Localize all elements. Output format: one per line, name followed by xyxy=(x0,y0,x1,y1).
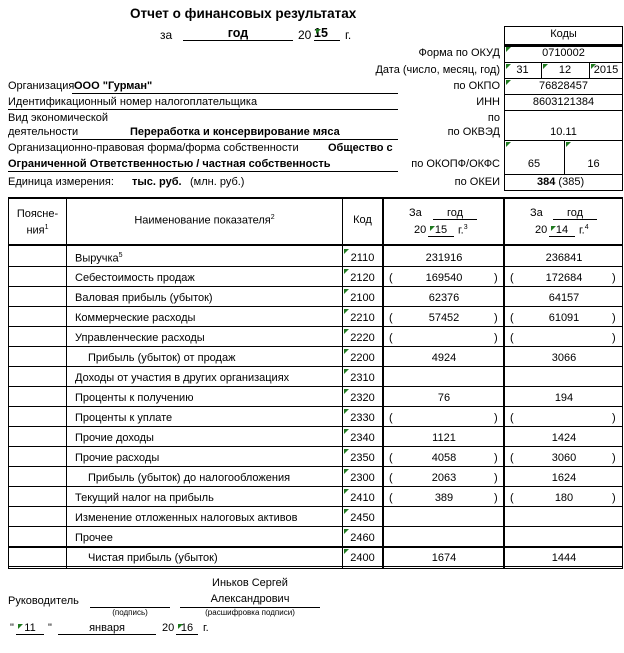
cell-marker-icon xyxy=(591,64,596,69)
okpo-label: по ОКПО xyxy=(453,80,500,92)
row-name xyxy=(75,412,172,424)
divider xyxy=(8,244,623,246)
row-name xyxy=(75,492,214,504)
paren-close: ) xyxy=(494,452,498,464)
unit-value: тыс. руб. xyxy=(132,176,182,188)
okud-value: 0710002 xyxy=(542,47,585,59)
year-unit: г. xyxy=(345,28,352,42)
row-name-label: Валовая прибыль (убыток) xyxy=(75,292,213,304)
cell-marker-icon xyxy=(18,624,23,629)
okei-code: 384 xyxy=(537,176,556,188)
date-day: 31 xyxy=(516,64,529,76)
paren-open: ( xyxy=(389,472,393,484)
row-name xyxy=(75,512,297,524)
paren-close: ) xyxy=(612,312,616,324)
date-month: 12 xyxy=(558,64,572,76)
paren-open: ( xyxy=(510,332,514,344)
year-prefix: 20 xyxy=(298,28,312,42)
row-value-current: 1121 xyxy=(432,432,456,444)
col-prev-g xyxy=(579,224,589,237)
row-name-label: Прибыль (убыток) до налогообложения xyxy=(88,472,291,484)
paren-close: ) xyxy=(494,312,498,324)
cell-marker-icon xyxy=(566,142,571,147)
row-code: 2310 xyxy=(350,372,375,384)
row-code: 2330 xyxy=(350,412,375,424)
table-row xyxy=(8,347,622,367)
row-code: 2300 xyxy=(350,472,375,484)
sign-year-prefix: 20 xyxy=(162,622,175,634)
row-value-current: 2063 xyxy=(431,472,457,484)
legal-form-value-2: Ограниченной Ответственностью / частная собственность xyxy=(8,158,331,170)
period-word: год xyxy=(183,26,293,41)
row-name xyxy=(88,472,290,484)
row-name xyxy=(75,372,289,384)
row-name-label: Доходы от участия в других организациях xyxy=(75,372,290,384)
paren-close: ) xyxy=(494,272,498,284)
row-name-label: Выручка xyxy=(75,252,119,265)
paren-open: ( xyxy=(389,452,393,464)
col-cur-g-label: г. xyxy=(458,224,464,237)
row-value-previous: 3060 xyxy=(551,452,577,464)
codes-label: Коды xyxy=(550,28,577,40)
paren-open: ( xyxy=(389,312,393,324)
col-name-sup: 2 xyxy=(270,214,275,221)
row-value-previous: 1444 xyxy=(551,552,577,564)
row-value-previous: 1624 xyxy=(551,472,577,484)
sign-day: 11 xyxy=(16,622,44,635)
unit-label: Единица измерения: xyxy=(8,176,114,188)
activity-label-1: Вид экономической xyxy=(8,112,109,124)
activity-label-2: деятельности xyxy=(8,126,79,138)
row-code: 2220 xyxy=(350,332,375,344)
col-prev-year: 14 xyxy=(549,224,575,237)
head-label: Руководитель xyxy=(8,595,79,607)
name-caption: (расшифровка подписи) xyxy=(205,608,295,617)
cell-marker-icon xyxy=(506,47,511,52)
row-name xyxy=(75,312,195,324)
row-name-label: Прочие доходы xyxy=(75,432,154,444)
col-prev-god: год xyxy=(553,207,597,220)
cell-marker-icon xyxy=(506,142,511,147)
paren-close: ) xyxy=(494,492,498,504)
sign-year-suffix: 16 xyxy=(176,622,198,635)
divider xyxy=(72,139,398,140)
okei-extra: (385) xyxy=(558,176,585,188)
row-code: 2460 xyxy=(350,532,375,544)
inn-code-label: ИНН xyxy=(476,96,500,108)
col-cur-g xyxy=(458,224,468,237)
row-name-label: Управленческие расходы xyxy=(75,332,205,344)
row-value-previous: 64157 xyxy=(548,292,580,304)
row-value-previous: 180 xyxy=(554,492,574,504)
table-row xyxy=(8,447,622,467)
col-name-label: Наименование показателя xyxy=(134,214,271,227)
divider xyxy=(8,171,398,172)
row-name-label: Изменение отложенных налоговых активов xyxy=(75,512,298,524)
paren-open: ( xyxy=(510,272,514,284)
paren-open: ( xyxy=(389,332,393,344)
row-code: 2320 xyxy=(350,392,375,404)
org-name: ООО "Гурман" xyxy=(74,80,153,92)
row-code: 2120 xyxy=(350,272,375,284)
date-label: Дата (число, месяц, год) xyxy=(375,64,500,76)
col-prev-g-label: г. xyxy=(579,224,585,237)
col-notes-sup: 1 xyxy=(44,224,49,231)
date-quote-close: " xyxy=(48,622,52,634)
cell-marker-icon xyxy=(506,64,511,69)
row-value-current: 4058 xyxy=(431,452,457,464)
row-name xyxy=(88,552,218,564)
okved-label: по ОКВЭД xyxy=(447,126,500,138)
row-value-previous: 236841 xyxy=(545,252,583,264)
row-value-current: 57452 xyxy=(428,312,460,324)
row-name-label: Проценты к получению xyxy=(75,392,194,404)
row-name-label: Прочее xyxy=(75,532,113,544)
paren-close: ) xyxy=(494,332,498,344)
cell-marker-icon xyxy=(316,29,321,34)
row-code: 2100 xyxy=(350,292,375,304)
paren-close: ) xyxy=(494,472,498,484)
divider xyxy=(72,93,398,94)
cell-marker-icon xyxy=(178,624,183,629)
date-year: 2015 xyxy=(593,64,619,76)
legal-form-value-1: Общество с xyxy=(328,142,393,154)
divider xyxy=(504,94,623,95)
head-name-2: Александрович xyxy=(210,593,290,605)
col-cur-sup: 3 xyxy=(463,224,468,231)
okved-value: 10.11 xyxy=(550,126,577,138)
table-row xyxy=(8,507,622,527)
table-row xyxy=(8,327,622,347)
row-code: 2400 xyxy=(350,552,375,564)
row-code: 2200 xyxy=(350,352,375,364)
okopf-label: по ОКОПФ/ОКФС xyxy=(411,158,500,170)
paren-close: ) xyxy=(494,412,498,424)
col-notes-label: Поясне-ния xyxy=(16,208,59,237)
row-name xyxy=(75,292,213,304)
period-prefix: за xyxy=(160,28,173,42)
row-value-current: 4924 xyxy=(431,352,457,364)
sign-year-unit: г. xyxy=(203,622,209,634)
row-value-previous: 1424 xyxy=(551,432,577,444)
row-code: 2110 xyxy=(350,252,375,264)
paren-open: ( xyxy=(510,412,514,424)
activity-po: по xyxy=(487,112,500,124)
okud-label: Форма по ОКУД xyxy=(418,47,500,59)
cell-marker-icon xyxy=(551,226,556,231)
paren-open: ( xyxy=(510,452,514,464)
row-value-current: 389 xyxy=(434,492,454,504)
row-name-label: Проценты к уплате xyxy=(75,412,173,424)
col-prev-20: 20 xyxy=(535,224,548,236)
org-label: Организация xyxy=(8,80,75,92)
col-cur-year: 15 xyxy=(428,224,454,237)
table-row xyxy=(8,547,622,567)
row-name xyxy=(75,452,159,464)
row-name-sup: 5 xyxy=(118,252,123,259)
row-name xyxy=(75,532,113,544)
row-value-current: 169540 xyxy=(425,272,463,284)
row-name xyxy=(75,272,195,284)
table-row xyxy=(8,287,622,307)
okopf-value: 65 xyxy=(527,158,541,170)
sign-month: января xyxy=(58,622,156,635)
divider xyxy=(504,62,623,63)
row-name xyxy=(88,352,235,364)
table-row xyxy=(8,367,622,387)
row-name-label: Себестоимость продаж xyxy=(75,272,195,284)
unit-extra: (млн. руб.) xyxy=(190,176,245,188)
row-name-label: Коммерческие расходы xyxy=(75,312,196,324)
row-name-label: Текущий налог на прибыль xyxy=(75,492,214,504)
row-name xyxy=(75,432,154,444)
table-row xyxy=(8,407,622,427)
table-row xyxy=(8,427,622,447)
legal-form-label: Организационно-правовая форма/форма собственности xyxy=(8,142,299,154)
row-value-current: 1674 xyxy=(431,552,457,564)
okfs-value: 16 xyxy=(587,158,600,170)
okei-label: по ОКЕИ xyxy=(454,176,500,188)
col-name xyxy=(67,214,342,227)
paren-open: ( xyxy=(510,312,514,324)
inn-value: 8603121384 xyxy=(532,96,595,108)
row-name xyxy=(75,252,123,265)
row-name xyxy=(75,392,193,404)
paren-close: ) xyxy=(612,492,616,504)
cell-marker-icon xyxy=(543,64,548,69)
divider xyxy=(504,78,623,79)
table-row xyxy=(8,467,622,487)
table-row xyxy=(8,487,622,507)
divider xyxy=(8,109,398,110)
paren-open: ( xyxy=(389,272,393,284)
row-name-label: Прибыль (убыток) от продаж xyxy=(88,352,236,364)
row-value-previous: 194 xyxy=(554,392,574,404)
paren-close: ) xyxy=(612,452,616,464)
table-row xyxy=(8,527,622,547)
cell-marker-icon xyxy=(506,80,511,85)
table-row xyxy=(8,247,622,267)
cell-marker-icon xyxy=(430,226,435,231)
row-value-current: 62376 xyxy=(428,292,460,304)
paren-close: ) xyxy=(612,332,616,344)
signature-caption: (подпись) xyxy=(112,608,148,617)
paren-open: ( xyxy=(389,412,393,424)
table-row xyxy=(8,267,622,287)
okpo-value: 76828457 xyxy=(539,80,588,92)
row-name xyxy=(75,332,205,344)
inn-label: Идентификационный номер налогоплательщика xyxy=(8,96,258,108)
row-value-current: 231916 xyxy=(425,252,463,264)
col-code: Код xyxy=(353,214,372,226)
col-cur-god: год xyxy=(433,207,477,220)
paren-close: ) xyxy=(612,412,616,424)
head-name-1: Иньков Сергей xyxy=(212,577,288,589)
col-prev-sup: 4 xyxy=(584,224,589,231)
row-code: 2450 xyxy=(350,512,375,524)
table-row xyxy=(8,387,622,407)
table-row xyxy=(8,307,622,327)
row-value-current: 76 xyxy=(437,392,451,404)
col-cur-za: За xyxy=(409,207,422,219)
col-cur-20: 20 xyxy=(414,224,427,236)
row-code: 2410 xyxy=(350,492,375,504)
date-quote-open: " xyxy=(10,622,14,634)
row-value-previous: 61091 xyxy=(548,312,580,324)
year-suffix: 15 xyxy=(314,26,340,41)
divider xyxy=(504,110,623,111)
activity-value: Переработка и консервирование мяса xyxy=(130,126,340,138)
row-name-label: Чистая прибыль (убыток) xyxy=(88,552,218,564)
row-code: 2340 xyxy=(350,432,375,444)
divider xyxy=(504,174,623,175)
col-notes xyxy=(9,208,66,238)
divider xyxy=(8,566,622,567)
report-title: Отчет о финансовых результатах xyxy=(130,6,357,21)
paren-close: ) xyxy=(612,272,616,284)
paren-open: ( xyxy=(510,492,514,504)
row-value-previous: 172684 xyxy=(545,272,583,284)
paren-open: ( xyxy=(389,492,393,504)
okei-value xyxy=(537,176,584,188)
row-value-previous: 3066 xyxy=(551,352,577,364)
col-prev-za: За xyxy=(530,207,543,219)
row-code: 2210 xyxy=(350,312,375,324)
row-name-label: Прочие расходы xyxy=(75,452,160,464)
row-code: 2350 xyxy=(350,452,375,464)
